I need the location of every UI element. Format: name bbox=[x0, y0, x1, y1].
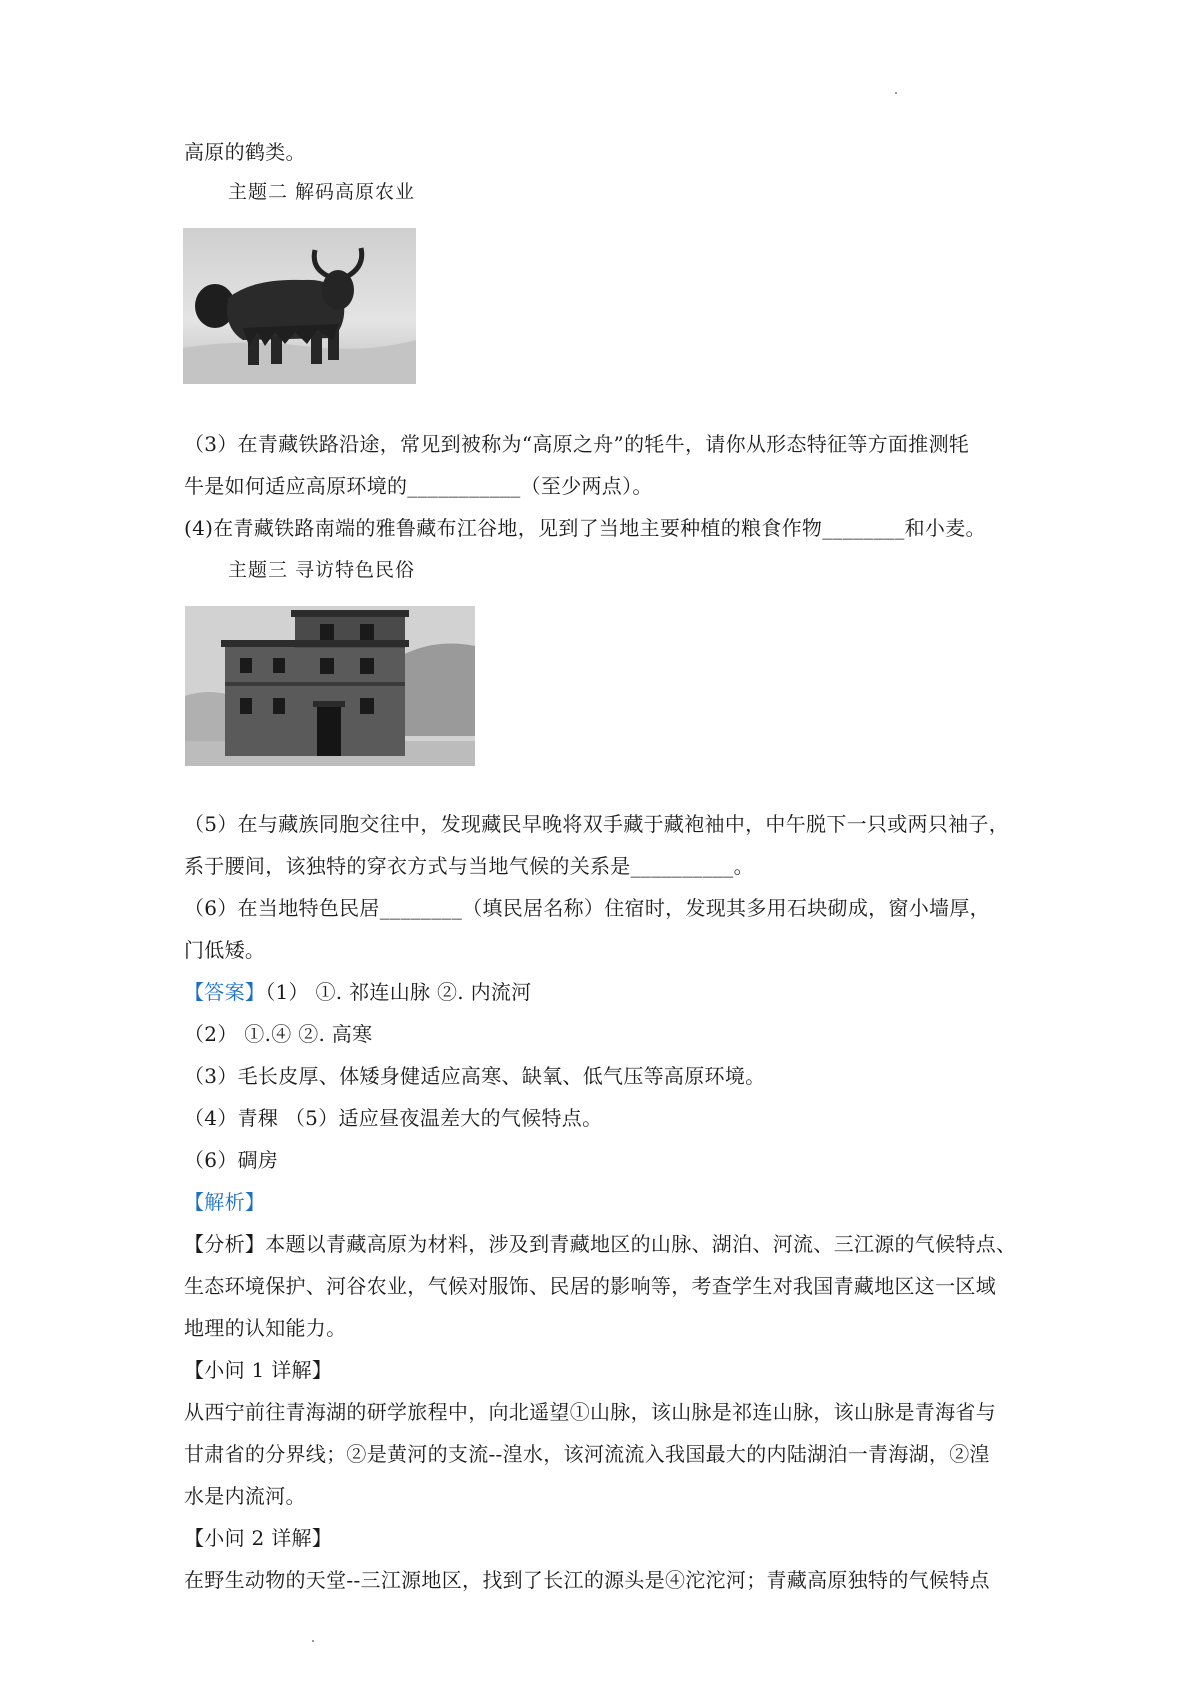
text-line: 高原的鹤类。 bbox=[184, 140, 306, 164]
subquestion-1-heading: 【小问 1 详解】 bbox=[184, 1358, 333, 1382]
question-6-line-2: 门低矮。 bbox=[184, 938, 266, 962]
question-6-line-1: （6）在当地特色民居________（填民居名称）住宿时，发现其多用石块砌成，窗小墙厚， bbox=[184, 896, 990, 920]
subquestion-1-text-1: 从西宁前往青海湖的研学旅程中，向北遥望①山脉，该山脉是祁连山脉，该山脉是青海省与 bbox=[184, 1400, 996, 1424]
answer-label: 【答案】 bbox=[184, 980, 266, 1004]
answer-4-5: （4）青稞 （5）适应昼夜温差大的气候特点。 bbox=[184, 1106, 603, 1130]
yak-photo bbox=[183, 228, 416, 384]
answer-2: （2） ①.④ ②. 高寒 bbox=[184, 1022, 373, 1046]
analysis-text-3: 地理的认知能力。 bbox=[184, 1316, 347, 1340]
answer-1: （1） ①. 祁连山脉 ②. 内流河 bbox=[265, 980, 532, 1004]
subquestion-2-heading: 【小问 2 详解】 bbox=[184, 1526, 333, 1550]
question-5-line-1: （5）在与藏族同胞交往中，发现藏民早晚将双手藏于藏袍袖中，中午脱下一只或两只袖子， bbox=[184, 812, 1010, 836]
tibetan-house-photo bbox=[185, 606, 475, 766]
question-4: (4)在青藏铁路南端的雅鲁藏布江谷地，见到了当地主要种植的粮食作物________和小麦。 bbox=[184, 516, 986, 540]
topic-heading: 主题三 寻访特色民俗 bbox=[228, 559, 416, 581]
subquestion-1-text-2: 甘肃省的分界线；②是黄河的支流--湟水，该河流流入我国最大的内陆湖泊一青海湖，②湟 bbox=[184, 1442, 990, 1466]
answer-line-1 bbox=[184, 978, 1034, 1006]
question-3-line-2: 牛是如何适应高原环境的___________（至少两点）。 bbox=[184, 474, 653, 498]
scan-speck bbox=[312, 1640, 314, 1642]
analysis-text-1: 【分析】本题以青藏高原为材料，涉及到青藏地区的山脉、湖泊、河流、三江源的气候特点、 bbox=[184, 1232, 1017, 1256]
analysis-label: 【解析】 bbox=[184, 1190, 266, 1214]
question-5-line-2: 系于腰间，该独特的穿衣方式与当地气候的关系是__________。 bbox=[184, 854, 754, 878]
scan-speck bbox=[895, 92, 897, 94]
topic-heading: 主题二 解码高原农业 bbox=[228, 181, 416, 203]
analysis-text-2: 生态环境保护、河谷农业，气候对服饰、民居的影响等，考查学生对我国青藏地区这一区域 bbox=[184, 1274, 996, 1298]
question-3-line-1: （3）在青藏铁路沿途，常见到被称为“高原之舟”的牦牛，请你从形态特征等方面推测牦 bbox=[184, 432, 970, 456]
answer-6: （6）碉房 bbox=[184, 1148, 279, 1172]
answer-3: （3）毛长皮厚、体矮身健适应高寒、缺氧、低气压等高原环境。 bbox=[184, 1064, 766, 1088]
subquestion-2-text-1: 在野生动物的天堂--三江源地区，找到了长江的源头是④沱沱河；青藏高原独特的气候特点 bbox=[184, 1568, 990, 1592]
subquestion-1-text-3: 水是内流河。 bbox=[184, 1484, 306, 1508]
